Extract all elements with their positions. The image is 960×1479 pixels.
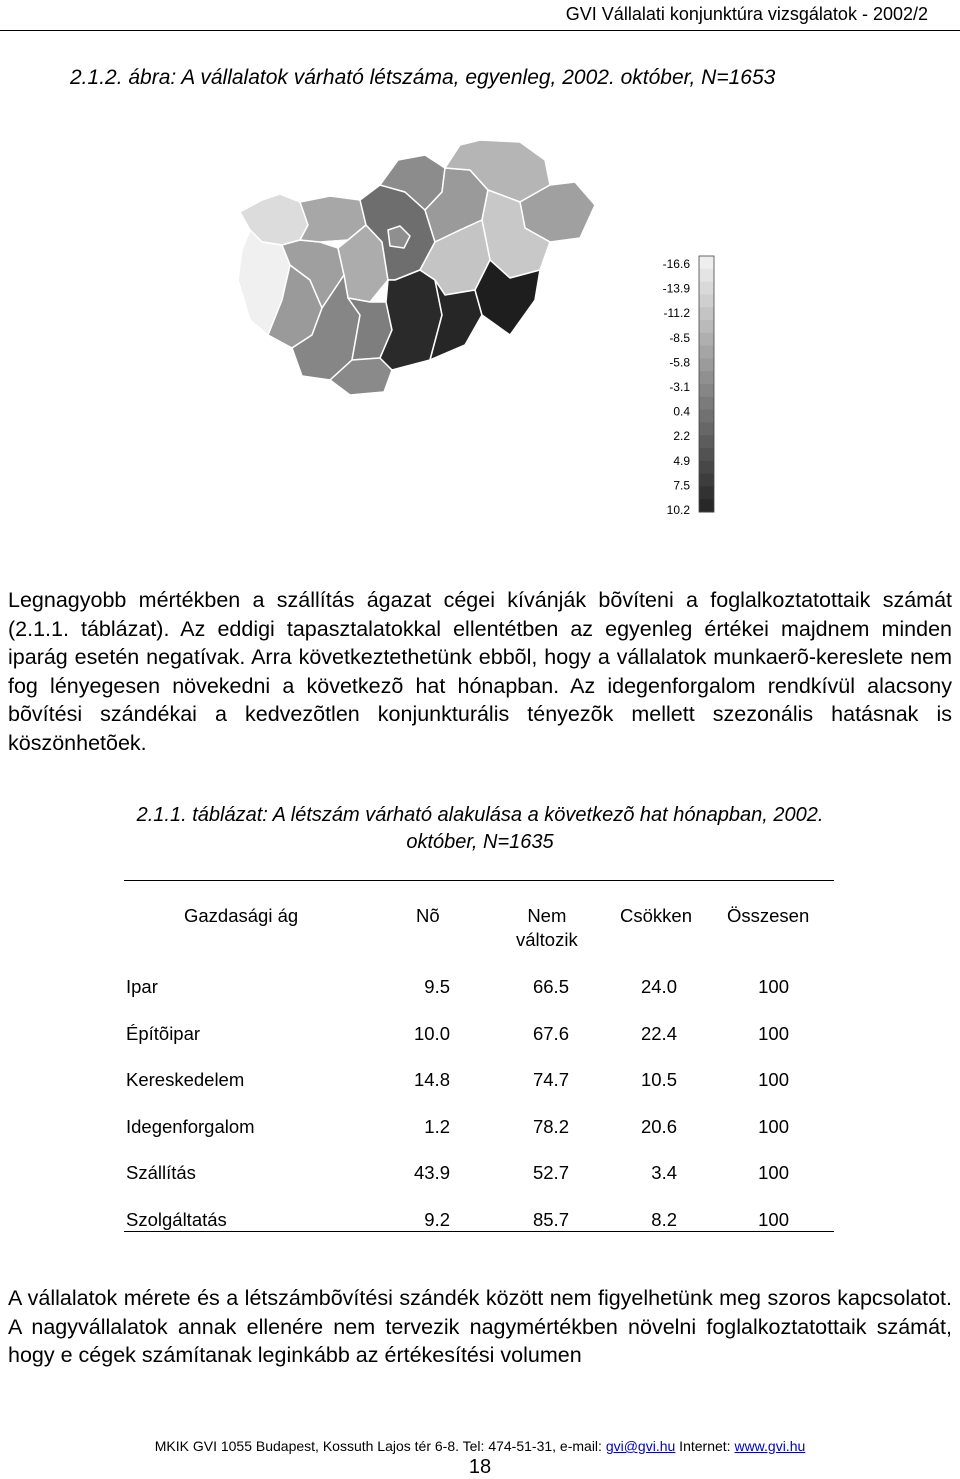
row-0-shrink: 24.0 <box>640 976 677 997</box>
row-1-shrink: 22.4 <box>640 1023 677 1044</box>
row-3-same: 78.2 <box>532 1116 569 1137</box>
table-caption <box>0 802 960 856</box>
legend-swatch <box>699 358 714 371</box>
body-paragraph-2: A vállalatok mérete és a létszámbõvítési szándék között nem figyelhetünk meg szoros kapcsolatot. A nagyvállalatok annak ellenére nem tervezik nagymértékben növelni foglalkoztatottaik számát, hogy e cégek számítanak leginkább az értékesítési volumen <box>8 1286 952 1367</box>
row-5-grow: 9.2 <box>424 1209 450 1230</box>
row-1-same: 67.6 <box>532 1023 569 1044</box>
legend-swatch <box>699 422 714 435</box>
legend-swatch <box>699 346 714 359</box>
map-legend <box>640 250 720 520</box>
figure-caption: 2.1.2. ábra: A vállalatok várható létszáma, egyenleg, 2002. október, N=1653 <box>70 66 776 89</box>
row-1-sector: Építõipar <box>126 1023 201 1044</box>
legend-swatch <box>699 474 714 487</box>
hungary-county-map <box>220 130 620 400</box>
col-header-sector: Gazdasági ág <box>184 905 299 926</box>
row-3-total: 100 <box>758 1116 789 1137</box>
legend-label: -11.2 <box>663 306 690 321</box>
row-5-total: 100 <box>758 1209 789 1230</box>
page-footer <box>0 1438 960 1454</box>
col-header-same-line-1: Nem <box>527 905 567 926</box>
legend-swatch <box>699 499 714 512</box>
legend-label: -8.5 <box>669 330 690 345</box>
row-3-grow: 1.2 <box>424 1116 450 1137</box>
row-3-shrink: 20.6 <box>640 1116 677 1137</box>
col-header-same-line-2: változik <box>516 929 578 950</box>
row-5-same: 85.7 <box>532 1209 569 1230</box>
legend-swatch <box>699 320 714 333</box>
legend-swatch <box>699 410 714 423</box>
row-0-sector: Ipar <box>126 976 158 997</box>
legend-swatch <box>699 333 714 346</box>
row-4-shrink: 3.4 <box>651 1162 677 1183</box>
legend-swatch <box>699 307 714 320</box>
legend-label: 4.9 <box>673 453 690 468</box>
row-0-total: 100 <box>758 976 789 997</box>
row-5-shrink: 8.2 <box>651 1209 677 1230</box>
row-4-sector: Szállítás <box>126 1162 196 1183</box>
body-paragraph-1: Legnagyobb mértékben a szállítás ágazat cégei kívánják bõvíteni a foglalkoztatottaik számát (2.1.1. táblázat). Az eddigi tapasztalatokkal ellentétben az egyenleg értékei majdnem minden iparág esetén negatívak. Arra következtethetünk ebbõl, hogy a vállalatok munkaerõ-kereslete nem fog lényegesen növekedni a következõ hat hónapban. Az idegenforgalom rendkívül alacsony bõvítési szándékai a kedvezõtlen konjunkturális tényezõk mellett szezonális hatásnak is köszönhetõek. <box>8 588 952 755</box>
row-2-sector: Kereskedelem <box>126 1069 245 1090</box>
table-caption-line-1: 2.1.1. táblázat: A létszám várható alakulása a következõ hat hónapban, 2002. <box>136 804 824 826</box>
legend-swatch <box>699 486 714 499</box>
legend-swatch <box>699 448 714 461</box>
table-bottom-rule <box>124 1231 834 1232</box>
legend-swatch <box>699 282 714 295</box>
legend-swatch <box>699 256 714 269</box>
row-2-same: 74.7 <box>532 1069 569 1090</box>
col-header-grow: Nõ <box>416 905 440 926</box>
row-0-same: 66.5 <box>532 976 569 997</box>
legend-swatch <box>699 397 714 410</box>
row-4-same: 52.7 <box>532 1162 569 1183</box>
row-1-total: 100 <box>758 1023 789 1044</box>
table-caption-line-2: október, N=1635 <box>406 831 554 853</box>
footer-internet-label: Internet: <box>675 1438 735 1454</box>
row-0-grow: 9.5 <box>424 976 450 997</box>
table-top-rule <box>124 880 834 881</box>
row-2-shrink: 10.5 <box>640 1069 677 1090</box>
legend-label: 0.4 <box>673 404 690 419</box>
legend-label: -13.9 <box>662 281 690 296</box>
footer-address: MKIK GVI 1055 Budapest, Kossuth Lajos tér 6-8. Tel: 474-51-31, e-mail: <box>154 1438 606 1454</box>
legend-swatch <box>699 435 714 448</box>
row-2-total: 100 <box>758 1069 789 1090</box>
row-2-grow: 14.8 <box>413 1069 450 1090</box>
row-4-grow: 43.9 <box>413 1162 450 1183</box>
legend-swatch <box>699 384 714 397</box>
legend-label: 7.5 <box>673 478 690 493</box>
footer-website-link[interactable]: www.gvi.hu <box>734 1438 806 1454</box>
legend-label: -5.8 <box>669 355 690 370</box>
col-header-total: Összesen <box>727 905 810 926</box>
row-3-sector: Idegenforgalom <box>126 1116 255 1137</box>
row-4-total: 100 <box>758 1162 789 1183</box>
row-1-grow: 10.0 <box>413 1023 450 1044</box>
legend-label: 10.2 <box>666 503 690 517</box>
legend-swatch <box>699 269 714 282</box>
legend-label: -3.1 <box>669 380 690 394</box>
page-number: 18 <box>468 1456 492 1478</box>
row-5-sector: Szolgáltatás <box>126 1209 227 1230</box>
legend-swatch <box>699 371 714 384</box>
col-header-same <box>516 904 578 952</box>
legend-swatch <box>699 461 714 474</box>
footer-email-link[interactable]: gvi@gvi.hu <box>605 1438 676 1454</box>
col-header-shrink: Csökken <box>620 905 692 926</box>
legend-label: -16.6 <box>662 257 690 271</box>
legend-label: 2.2 <box>673 429 690 444</box>
running-header: GVI Vállalati konjunktúra vizsgálatok - 2002/2 <box>565 4 928 24</box>
legend-swatch <box>699 294 714 307</box>
header-rule <box>0 30 960 31</box>
